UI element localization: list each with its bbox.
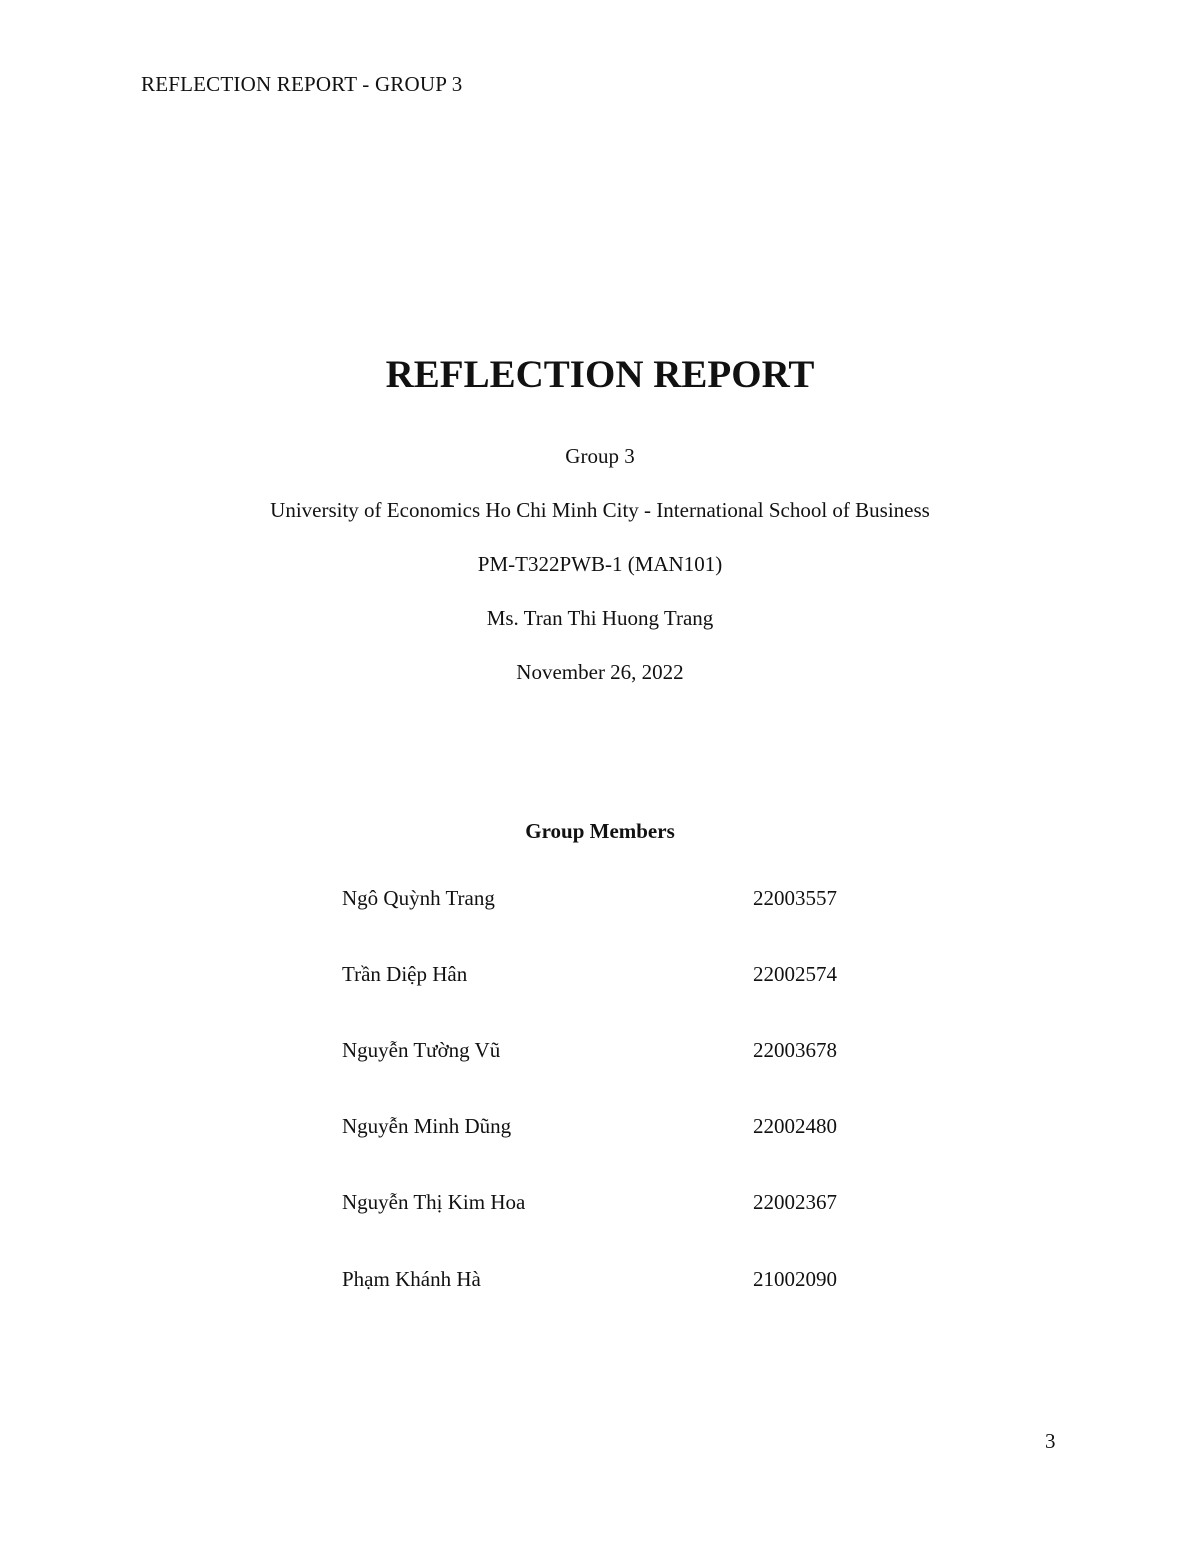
page-number: 3 xyxy=(1045,1429,1056,1453)
running-head: REFLECTION REPORT - GROUP 3 xyxy=(141,72,463,96)
member-name: Phạm Khánh Hà xyxy=(342,1267,481,1291)
report-date: November 26, 2022 xyxy=(516,660,684,684)
member-name: Nguyễn Minh Dũng xyxy=(342,1114,512,1138)
report-title: REFLECTION REPORT xyxy=(385,353,815,396)
member-row xyxy=(342,962,902,992)
course-code: PM-T322PWB-1 (MAN101) xyxy=(477,552,723,576)
member-id: 22003557 xyxy=(753,886,837,910)
member-row xyxy=(342,1190,902,1220)
member-row xyxy=(342,1038,902,1068)
member-id: 21002090 xyxy=(753,1267,837,1291)
member-id: 22002480 xyxy=(753,1114,837,1138)
institution: University of Economics Ho Chi Minh City - International School of Business xyxy=(270,498,930,522)
member-id: 22002367 xyxy=(753,1190,837,1214)
group-name: Group 3 xyxy=(565,444,635,468)
member-id: 22002574 xyxy=(753,962,837,986)
member-name: Trần Diệp Hân xyxy=(342,962,468,986)
member-name: Nguyễn Thị Kim Hoa xyxy=(342,1190,526,1214)
member-name: Ngô Quỳnh Trang xyxy=(342,886,495,910)
member-name: Nguyễn Tường Vũ xyxy=(342,1038,501,1062)
member-row xyxy=(342,1114,902,1144)
member-id: 22003678 xyxy=(753,1038,837,1062)
member-row xyxy=(342,1267,902,1297)
instructor-name: Ms. Tran Thi Huong Trang xyxy=(486,606,714,630)
members-heading: Group Members xyxy=(525,819,675,843)
member-row xyxy=(342,886,902,916)
